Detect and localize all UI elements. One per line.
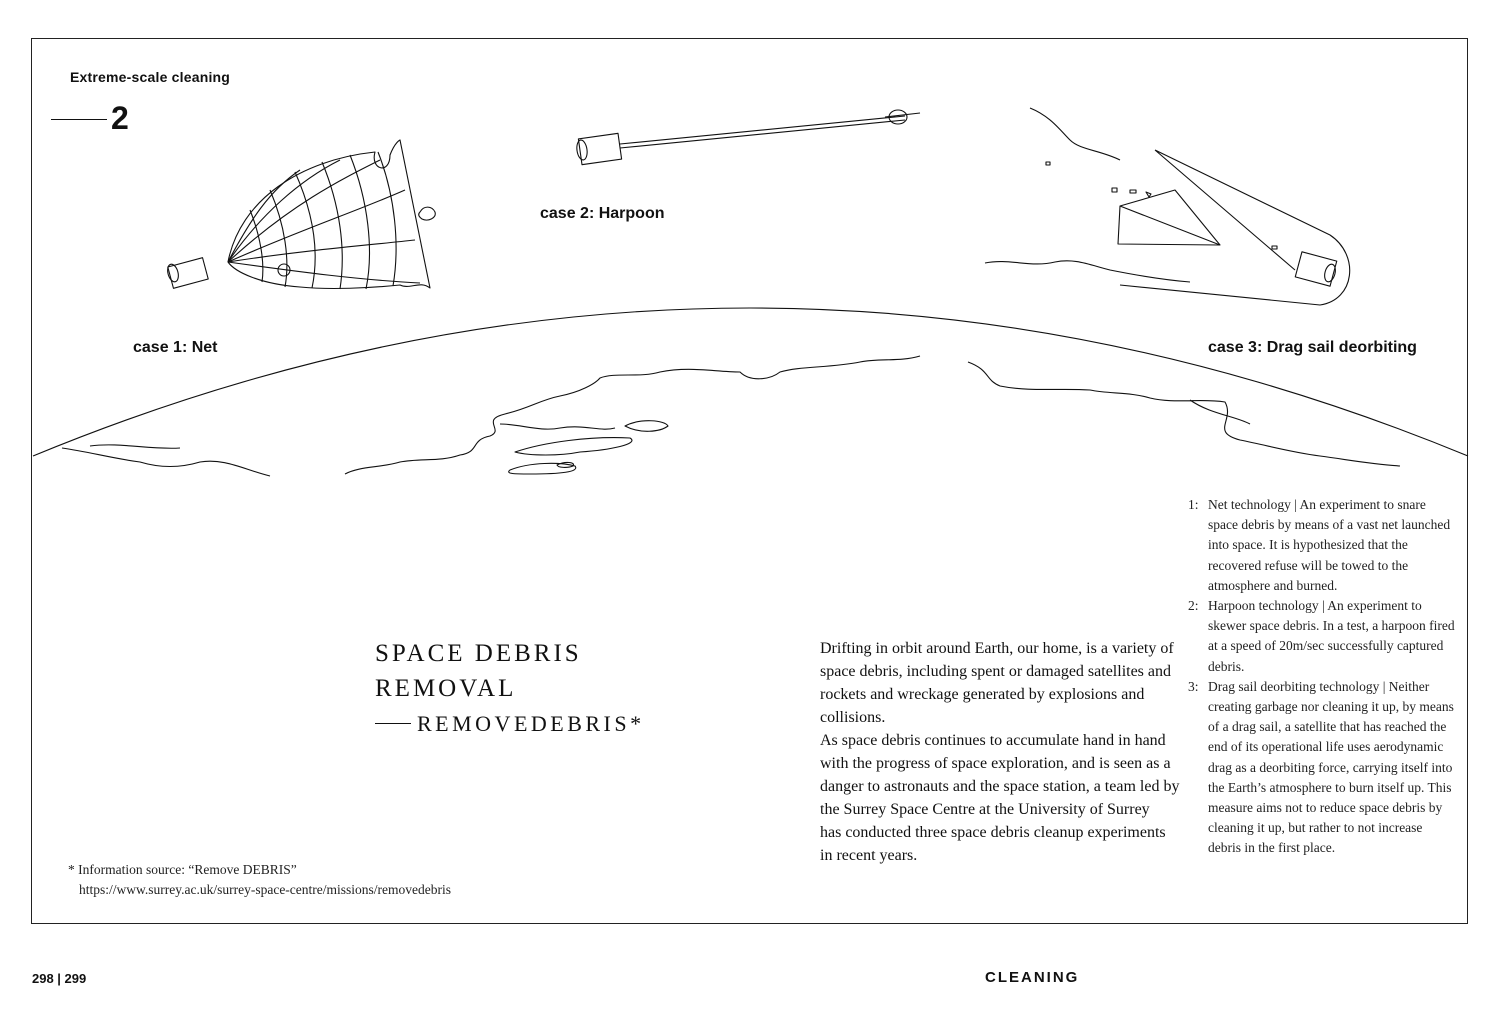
footnote-number: 2:	[1188, 598, 1199, 614]
footnote-text: Drag sail deorbiting technology | Neither creating garbage nor cleaning it up, by means of a drag sail, a satellite that has reached the end of its operational life uses aerodynamic drag as a deorbiting force, carrying itself into the Earth’s atmosphere to burn itself up. This measure aims not to reduce space debris by cleaning it up, but rather to not increase debris in the first place.	[1208, 678, 1454, 856]
footnote-1	[1188, 495, 1458, 596]
title-line-2: REMOVAL	[375, 675, 517, 702]
info-source-url[interactable]: https://www.surrey.ac.uk/surrey-space-centre/missions/removedebris	[79, 882, 452, 897]
title-subtitle-row	[375, 706, 645, 741]
body-text	[820, 637, 1180, 867]
body-paragraph-2: As space debris continues to accumulate hand in hand with the progress of space exploration, and is seen as a danger to astronauts and the space station, a team led by the Surrey Space Centre at the University of Surrey	[820, 732, 1180, 818]
body-paragraph-1: Drifting in orbit around Earth, our home, is a variety of space debris, including spent or damaged satellites and rockets and wreckage generated by explosions and collisions.	[820, 640, 1174, 726]
info-source	[68, 860, 451, 900]
continent-outline-left	[62, 445, 270, 476]
page-numbers: 298 | 299	[32, 971, 87, 986]
footnotes	[1188, 495, 1458, 859]
island-3	[515, 438, 632, 455]
footnote-2	[1188, 596, 1458, 677]
case-3-label: case 3: Drag sail deorbiting	[1208, 339, 1417, 356]
title-subtitle: REMOVEDEBRIS*	[417, 711, 645, 736]
footnote-3	[1188, 677, 1458, 859]
section-number: 2	[111, 100, 129, 136]
case-1-label: case 1: Net	[133, 339, 218, 356]
section-number-rule	[51, 119, 107, 120]
footnote-text: Net technology | An experiment to snare space debris by means of a vast net launched into space. It is hypothesized that the recovered refuse will be towed to the atmosphere and burned.	[1208, 497, 1451, 593]
net-illustration	[166, 140, 435, 289]
subtitle-dash	[375, 723, 411, 724]
drag-sail-illustration	[985, 108, 1350, 305]
title-line-1: SPACE DEBRIS	[375, 640, 582, 667]
island-4	[625, 421, 668, 432]
footnote-number: 3:	[1188, 678, 1199, 694]
continent-outline-right	[968, 362, 1400, 466]
continent-outline-mid	[345, 356, 920, 474]
section-label: Extreme-scale cleaning	[70, 69, 231, 85]
footnote-text: Harpoon technology | An experiment to skewer space debris. In a test, a harpoon fired at a speed of 20m/sec successfully captured debris.	[1208, 598, 1455, 674]
body-paragraph-3: has conducted three space debris cleanup experiments in recent years.	[820, 824, 1166, 864]
running-head: CLEANING	[985, 969, 1080, 986]
footnote-number: 1:	[1188, 497, 1199, 512]
case-2-label: case 2: Harpoon	[540, 205, 665, 222]
harpoon-illustration	[576, 110, 920, 165]
earth-horizon	[33, 308, 1468, 456]
island-1	[509, 463, 576, 474]
article-title	[375, 636, 645, 741]
info-source-label: * Information source: “Remove DEBRIS”	[68, 862, 297, 877]
